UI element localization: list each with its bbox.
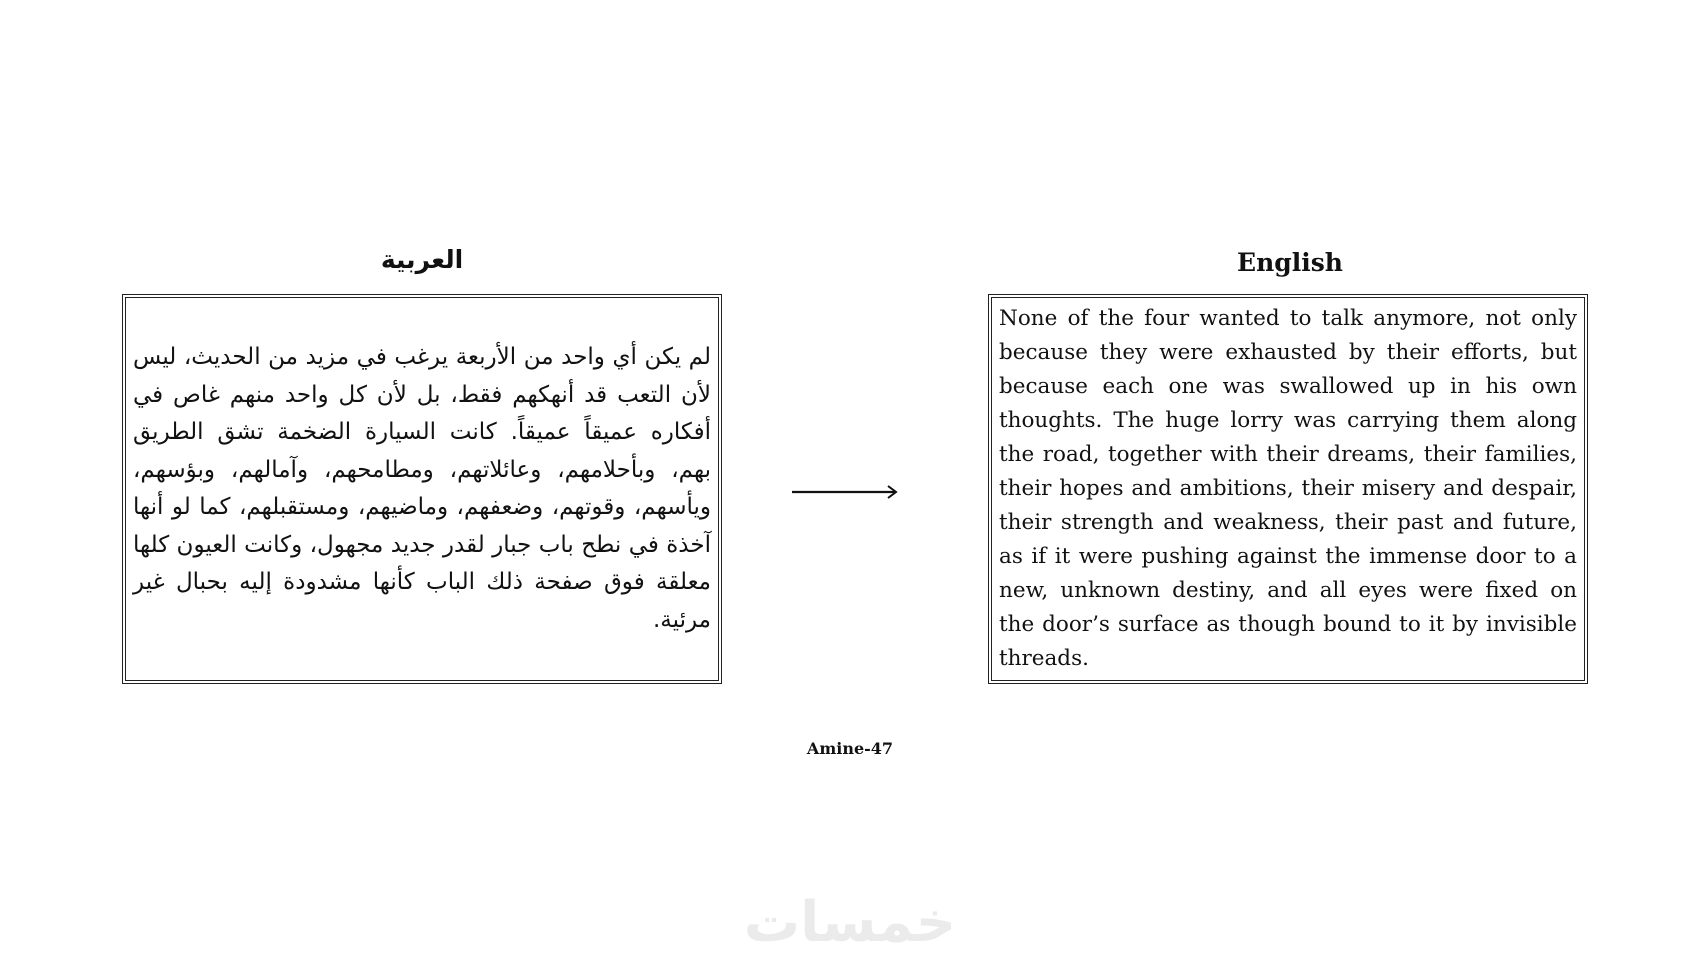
english-heading: English — [1237, 248, 1343, 277]
english-text-box-inner — [991, 297, 1585, 681]
arabic-heading: العربية — [380, 245, 464, 274]
arabic-text-box — [122, 294, 722, 684]
right-arrow-icon — [792, 482, 900, 502]
english-text-box — [988, 294, 1588, 684]
english-text: None of the four wanted to talk anymore, not only because they were exhausted by their efforts, but because each one was swallowed up in his own thoughts. The huge lorry was carrying them along the road, together with their dreams, their families, their hopes and ambitions, their misery and despair, their strength and weakness, their past and future, as if it were pushing against the immense door to a new, unknown destiny, and all eyes were fixed on the door’s surface as though bound to it by invisible threads. — [999, 306, 1577, 671]
watermark-logo: خمسات — [743, 890, 957, 955]
author-label: Amine-47 — [806, 739, 894, 758]
arabic-text: لم يكن أي واحد من الأربعة يرغب في مزيد من الحديث، ليس لأن التعب قد أنهكهم فقط، بل لأن كل واحد منهم غاص في أفكاره عميقاً عميقاً. كانت السيارة الضخمة تشق الطريق بهم، وبأحلامهم، وعائلاتهم، ومطامحهم، وآمالهم، وبؤسهم، ويأسهم، وقوتهم، وضعفهم، وماضيهم، ومستقبلهم، كما لو أنها آخذة في نطح باب جبار لقدر جديد مجهول، وكانت العيون كلها معلقة فوق صفحة ذلك الباب كأنها مشدودة إليه بحبال غير مرئية. — [133, 344, 711, 633]
arabic-text-box-inner — [125, 297, 719, 681]
